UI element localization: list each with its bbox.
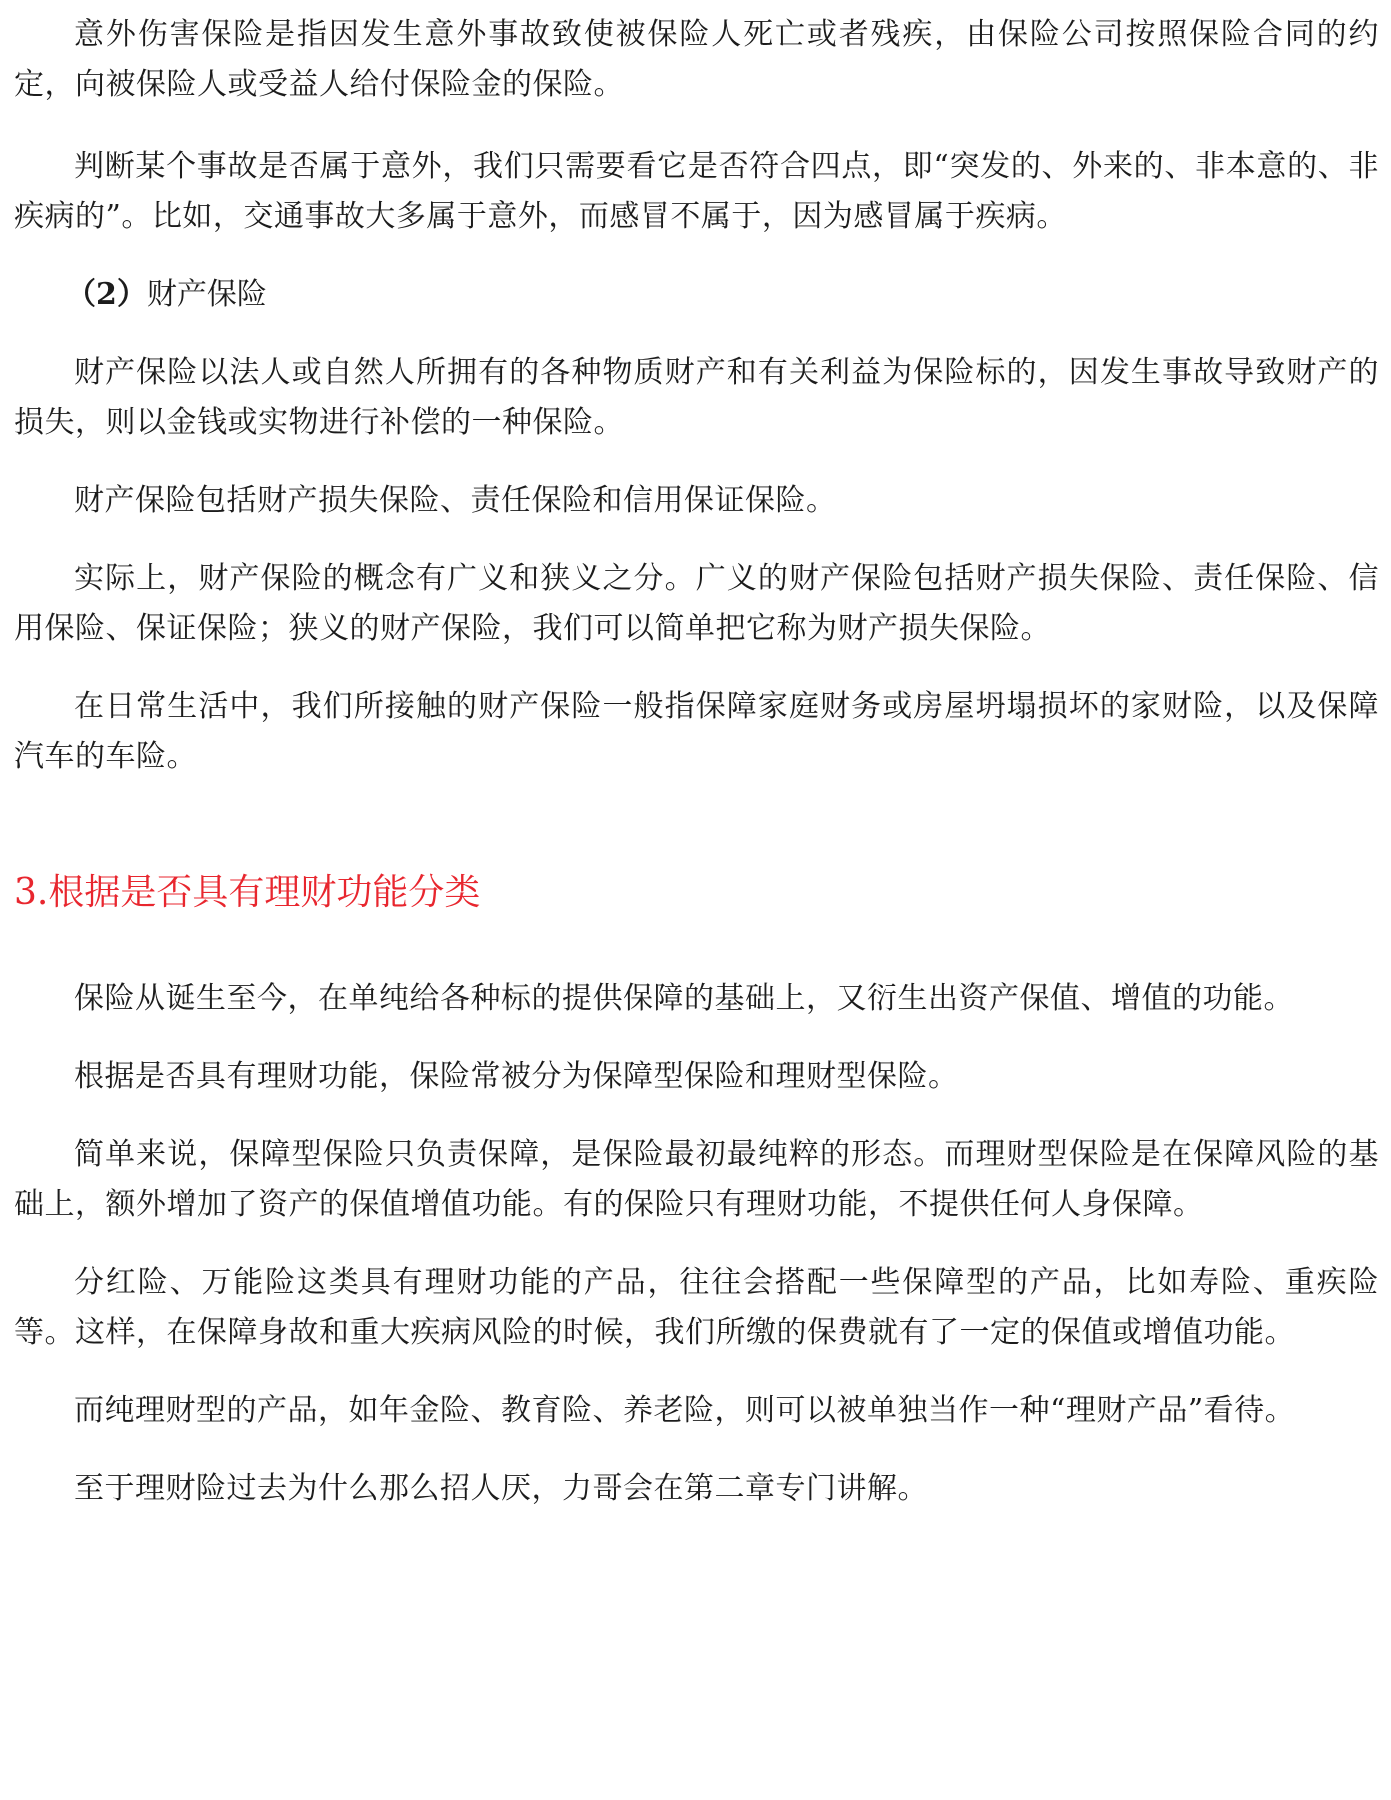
paragraph-pure-financial-products: 而纯理财型的产品，如年金险、教育险、养老险，则可以被单独当作一种“理财产品”看待。 bbox=[74, 1393, 1296, 1428]
paragraph-property-insurance-daily-life: 在日常生活中，我们所接触的财产保险一般指保障家庭财务或房屋坍塌损坏的家财险，以及保障汽车的车险。 bbox=[14, 689, 1379, 774]
paragraph-dividend-universal-insurance: 分红险、万能险这类具有理财功能的产品，往往会搭配一些保障型的产品，比如寿险、重疾险等。这样，在保障身故和重大疾病风险的时候，我们所缴的保费就有了一定的保值或增值功能。 bbox=[14, 1265, 1379, 1350]
paragraph-insurance-evolution: 保险从诞生至今，在单纯给各种标的提供保障的基础上，又衍生出资产保值、增值的功能。 bbox=[74, 981, 1294, 1016]
paragraph-protection-vs-financial: 简单来说，保障型保险只负责保障，是保险最初最纯粹的形态。而理财型保险是在保障风险的基础上，额外增加了资产的保值增值功能。有的保险只有理财功能，不提供任何人身保障。 bbox=[14, 1137, 1379, 1222]
subsection-number: （2） bbox=[66, 277, 147, 312]
subsection-title: 财产保险 bbox=[146, 277, 267, 312]
paragraph-property-insurance-definition: 财产保险以法人或自然人所拥有的各种物质财产和有关利益为保险标的，因发生事故导致财产的损失，则以金钱或实物进行补偿的一种保险。 bbox=[14, 355, 1379, 440]
paragraph-insurance-classification: 根据是否具有理财功能，保险常被分为保障型保险和理财型保险。 bbox=[74, 1059, 959, 1094]
paragraph-chapter-two-reference: 至于理财险过去为什么那么招人厌，力哥会在第二章专门讲解。 bbox=[74, 1471, 928, 1506]
paragraph-accident-criteria: 判断某个事故是否属于意外，我们只需要看它是否符合四点，即“突发的、外来的、非本意的、非疾病的”。比如，交通事故大多属于意外，而感冒不属于，因为感冒属于疾病。 bbox=[14, 149, 1379, 234]
paragraph-accident-insurance-definition: 意外伤害保险是指因发生意外事故致使被保险人死亡或者残疾，由保险公司按照保险合同的约定，向被保险人或受益人给付保险金的保险。 bbox=[14, 17, 1379, 102]
document-page bbox=[14, 10, 1379, 1514]
section-heading-financial-function: 3.根据是否具有理财功能分类 bbox=[14, 872, 481, 913]
subsection-heading-property-insurance bbox=[14, 270, 1379, 320]
paragraph-property-insurance-broad-narrow: 实际上，财产保险的概念有广义和狭义之分。广义的财产保险包括财产损失保险、责任保险、信用保险、保证保险；狭义的财产保险，我们可以简单把它称为财产损失保险。 bbox=[14, 561, 1379, 646]
paragraph-property-insurance-types: 财产保险包括财产损失保险、责任保险和信用保证保险。 bbox=[74, 483, 837, 518]
